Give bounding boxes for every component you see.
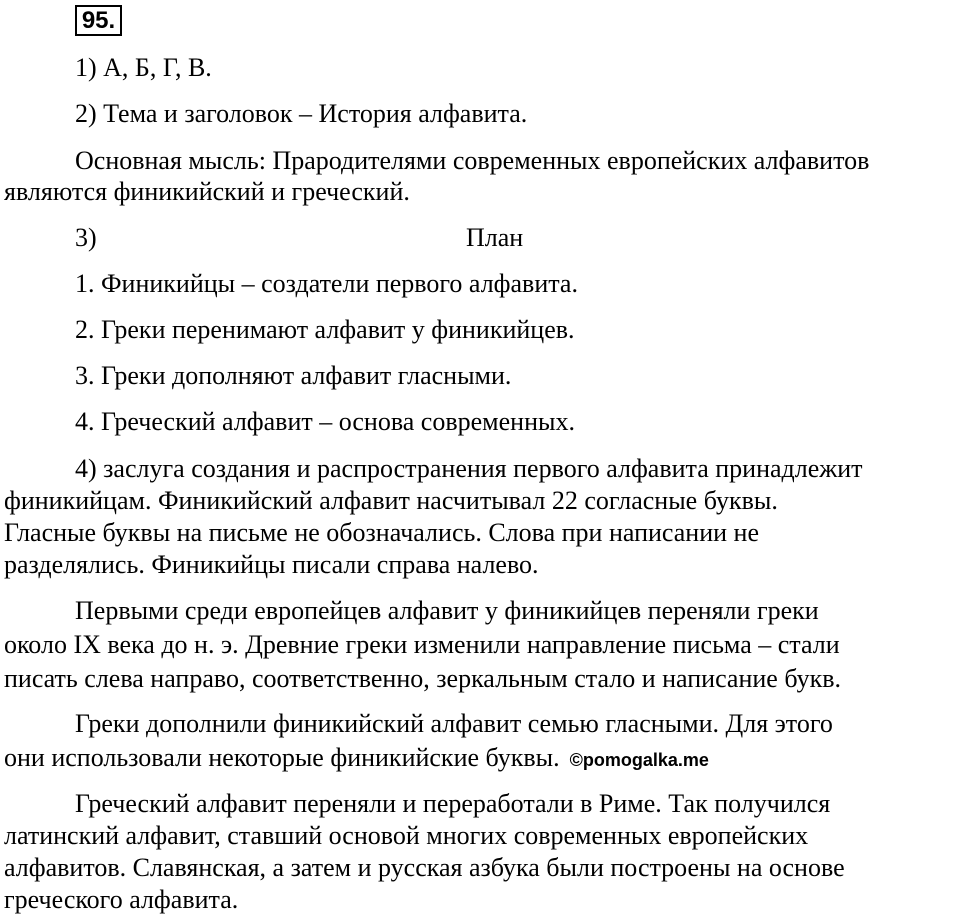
main-idea-line: Основная мысль: Прародителями современных европейских алфавитов — [75, 146, 870, 175]
paragraph-4-line-3: алфавитов. Славянская, а затем и русская азбука были построены на основе — [4, 853, 845, 882]
plan-number: 3) — [75, 223, 97, 252]
paragraph-3-line-2 — [4, 740, 709, 778]
plan-item-2: 2. Греки перенимают алфавит у финикийцев. — [75, 315, 575, 344]
main-idea-continuation: являются финикийский и греческий. — [4, 177, 410, 206]
plan-item-4: 4. Греческий алфавит – основа современных. — [75, 407, 575, 436]
plan-item-1: 1. Финикийцы – создатели первого алфавита. — [75, 269, 578, 298]
paragraph-1-line-1: 4) заслуга создания и распространения первого алфавита принадлежит — [75, 454, 863, 483]
plan-item-3: 3. Греки дополняют алфавит гласными. — [75, 361, 512, 390]
paragraph-1-line-4: разделялись. Финикийцы писали справа налево. — [4, 550, 539, 579]
paragraph-3-line-1: Греки дополнили финикийский алфавит семью гласными. Для этого — [75, 709, 833, 738]
paragraph-1-line-2: финикийцам. Финикийский алфавит насчитывал 22 согласные буквы. — [4, 486, 778, 515]
paragraph-2-line-1: Первыми среди европейцев алфавит у финикийцев переняли греки — [75, 596, 819, 625]
answer-line-1: 1) А, Б, Г, В. — [75, 53, 212, 82]
paragraph-4-line-2: латинский алфавит, ставший основой многих современных европейских — [4, 821, 809, 850]
paragraph-2-line-2: около IX века до н. э. Древние греки изменили направление письма – стали — [4, 630, 840, 659]
paragraph-3-line-2-text: они использовали некоторые финикийские буквы. — [4, 743, 560, 772]
answer-line-2: 2) Тема и заголовок – История алфавита. — [75, 99, 528, 128]
watermark: ©pomogalka.me — [569, 750, 709, 770]
paragraph-4-line-1: Греческий алфавит переняли и переработали в Риме. Так получился — [75, 789, 831, 818]
paragraph-1-line-3: Гласные буквы на письме не обозначались. Слова при написании не — [4, 518, 759, 547]
paragraph-4-line-4: греческого алфавита. — [4, 885, 239, 914]
paragraph-2-line-3: писать слева направо, соответственно, зеркальным стало и написание букв. — [4, 664, 841, 693]
plan-title: План — [466, 223, 524, 252]
task-number-box: 95. — [75, 5, 122, 36]
